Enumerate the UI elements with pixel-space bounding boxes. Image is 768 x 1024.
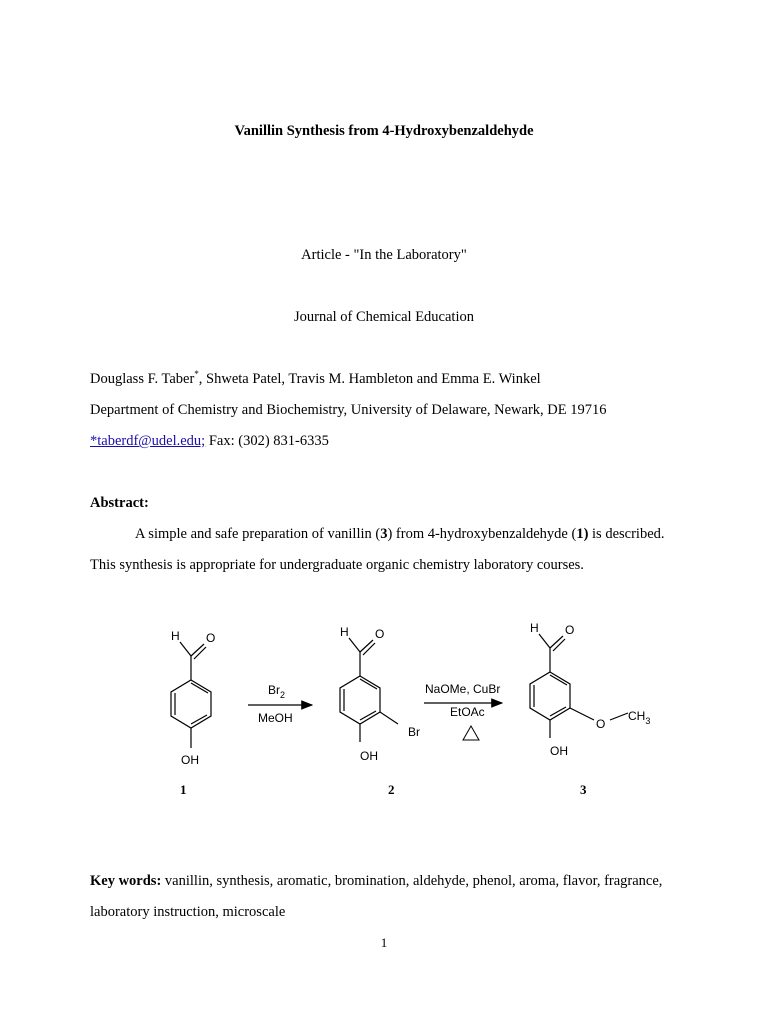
step-1-reagent-top: $Br_2$: [268, 683, 286, 700]
compound-label-2: 2: [388, 782, 395, 797]
document-title: Vanillin Synthesis from 4-Hydroxybenzaldehyde: [234, 123, 534, 139]
step-2-reagent-bottom: EtOAc: [450, 705, 485, 719]
fax-label: Fax:: [205, 433, 235, 449]
corresponding-mark: *: [194, 369, 199, 380]
compound-3-o-atom: O: [565, 623, 575, 637]
compound-2-o-atom: O: [375, 627, 385, 641]
keywords-line-2: laboratory instruction, microscale: [90, 904, 286, 920]
author-list: [90, 370, 541, 388]
compound-2-structure: [340, 638, 398, 742]
keywords-text-1: vanillin, synthesis, aromatic, bromination, aldehyde, phenol, aroma, flavor, fragrance,: [161, 873, 663, 889]
page-number: 1: [380, 935, 388, 950]
journal-name: Journal of Chemical Education: [294, 309, 474, 325]
compound-2-h-atom: H: [340, 625, 349, 639]
compound-label-1: 1: [180, 782, 187, 797]
compound-2-br-atom: Br: [408, 725, 420, 739]
compound-2-oh-group: OH: [360, 749, 378, 763]
step-1-reagent-bottom: MeOH: [258, 711, 293, 725]
compound-3-structure: [530, 634, 628, 738]
email-link[interactable]: *taberdf@udel.edu;: [90, 433, 206, 449]
compound-3-ether-o-atom: O: [596, 717, 606, 731]
heat-triangle-icon: [463, 726, 479, 740]
compound-1-o-atom: O: [206, 631, 216, 645]
keywords-line-1: [90, 872, 662, 890]
corresponding-author: Douglass F. Taber: [90, 371, 195, 387]
affiliation: Department of Chemistry and Biochemistry, University of Delaware, Newark, DE 19716: [90, 402, 607, 418]
fax-number: (302) 831-6335: [234, 433, 329, 449]
abstract-line-2: This synthesis is appropriate for undergraduate organic chemistry laboratory courses.: [90, 557, 584, 573]
compound-3-methyl-group: $CH_3$: [628, 709, 651, 726]
reaction-scheme: [0, 600, 768, 810]
compound-3-oh-group: OH: [550, 744, 568, 758]
article-type: Article - "In the Laboratory": [301, 247, 467, 263]
compound-3-h-atom: H: [530, 621, 539, 635]
benzene-ring-2: [340, 676, 380, 724]
co-authors: , Shweta Patel, Travis M. Hambleton and Emma E. Winkel: [198, 371, 541, 387]
compound-label-3: 3: [580, 782, 587, 797]
benzene-ring-3: [530, 672, 570, 720]
benzene-ring-1: [171, 680, 211, 728]
compound-1-h-atom: H: [171, 629, 180, 643]
step-2-reagent-top: NaOMe, CuBr: [425, 682, 501, 696]
keywords-label: Key words:: [90, 873, 162, 889]
compound-1-oh-group: OH: [181, 753, 199, 767]
abstract-heading: Abstract:: [90, 495, 149, 511]
contact-line: [90, 432, 329, 450]
compound-1-structure: [171, 642, 211, 748]
abstract-line-1: A simple and safe preparation of vanillin (3) from 4-hydroxybenzaldehyde (1) is described.: [135, 526, 665, 542]
